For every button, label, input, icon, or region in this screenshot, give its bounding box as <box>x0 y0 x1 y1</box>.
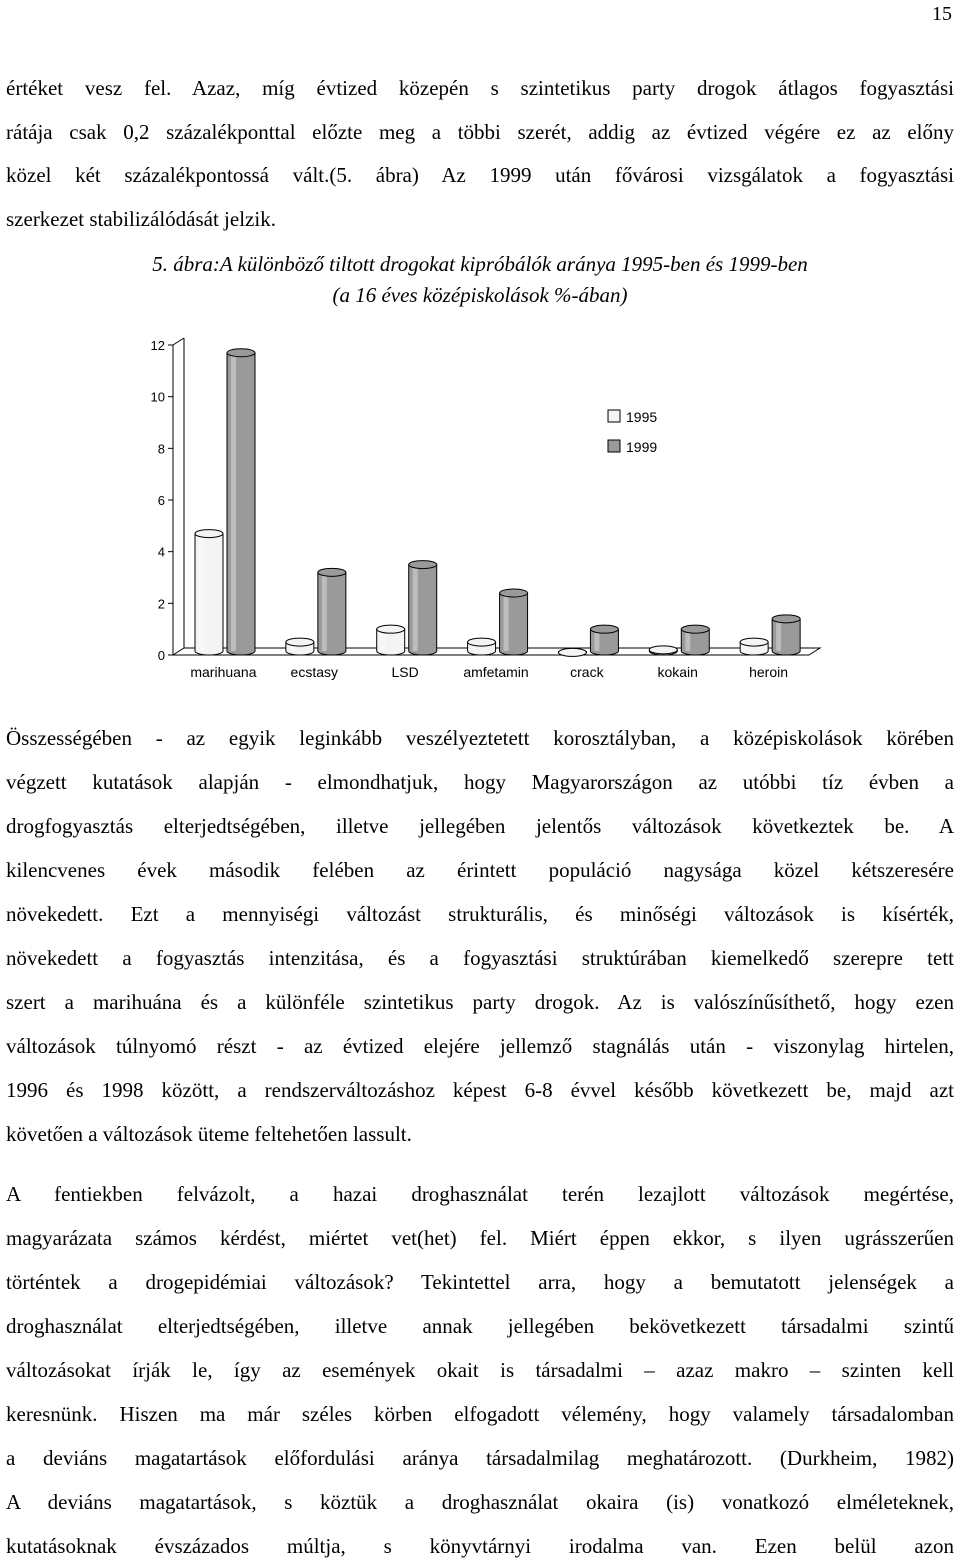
bar-1995 <box>377 625 405 655</box>
y-tick-label: 12 <box>150 338 165 353</box>
x-tick-label: LSD <box>391 664 419 680</box>
text-line: A fentiekben felvázolt, a hazai droghasználat terén lezajlott változások megértése, <box>6 1182 954 1206</box>
y-tick-label: 4 <box>157 544 165 560</box>
text-line: keresnünk. Hiszen ma már széles körben elfogadott vélemény, hogy valamely társadalomban <box>6 1402 954 1426</box>
bar-1999 <box>409 561 437 655</box>
text-line: szert a marihuána és a különféle szintetikus party drogok. Az is valószínűsíthető, hogy ezen <box>6 990 954 1014</box>
bar-1999 <box>318 568 346 655</box>
text-line: szerkezet stabilizálódását jelzik. <box>6 206 276 231</box>
bar-1999 <box>227 349 255 655</box>
text-line: Összességében - az egyik leginkább veszélyeztetett korosztályban, a középiskolások körében <box>6 726 954 750</box>
paragraph-3 <box>6 1172 954 1568</box>
text-line: végzett kutatások alapján - elmondhatjuk, hogy Magyarországon az utóbbi tíz évben a <box>6 770 954 794</box>
x-tick-label: ecstasy <box>290 664 339 680</box>
bar-1999 <box>681 625 709 655</box>
y-tick-label: 6 <box>157 493 165 508</box>
x-tick-label: crack <box>570 664 604 680</box>
y-tick-label: 0 <box>157 648 165 663</box>
y-tick-label: 8 <box>157 441 165 457</box>
bar-1995 <box>195 530 223 655</box>
text-line: a deviáns magatartások előfordulási aránya társadalmilag meghatározott. (Durkheim, 1982) <box>6 1446 954 1470</box>
bar-1995 <box>649 646 677 655</box>
chart-top-edge <box>173 338 184 345</box>
text-line: követően a változások üteme feltehetően lassult. <box>6 1122 412 1146</box>
text-line: A deviáns magatartások, s köztük a droghasználat okaira (is) vonatkozó elméleteknek, <box>6 1490 954 1514</box>
text-line: értéket vesz fel. Azaz, míg évtized közepén s szintetikus party drogok átlagos fogyasztási <box>6 76 954 100</box>
bar-1995 <box>286 638 314 655</box>
bar-1995 <box>558 648 586 656</box>
figure-subcaption: (a 16 éves középiskolások %-ában) <box>332 283 628 307</box>
text-line: 1996 és 1998 között, a rendszerváltozáshoz képest 6-8 évvel később következett be, majd azt <box>6 1078 954 1102</box>
text-line: kilencvenes évek második felében az érintett populáció nagysága közel kétszeresére <box>6 858 954 882</box>
paragraph-2 <box>6 716 954 1156</box>
figure-caption: 5. ábra:A különböző tiltott drogokat kipróbálók aránya 1995-ben és 1999-ben <box>152 252 808 276</box>
text-line: változásokat írják le, így az események okait is társadalmi – azaz makro – szinten kell <box>6 1358 954 1382</box>
bar-1999 <box>500 589 528 655</box>
x-tick-label: kokain <box>657 664 698 680</box>
text-line: drogfogyasztás elterjedtségében, illetve jellegében jelentős változások következtek be. A <box>6 814 954 838</box>
legend-label-1999: 1999 <box>626 439 658 455</box>
y-tick-label: 10 <box>150 389 165 405</box>
x-tick-label: marihuana <box>190 664 257 680</box>
bar-1999 <box>772 615 800 655</box>
legend-swatch-1995 <box>608 410 620 422</box>
text-line: rátája csak 0,2 százalékponttal előzte meg a többi szerét, addig az évtized végére ez az előny <box>6 119 954 144</box>
bar-1995 <box>468 638 496 655</box>
text-line: magyarázata számos kérdést, miértet vet(het) fel. Miért éppen ekkor, s ilyen ugrásszerűen <box>6 1226 954 1250</box>
y-tick-label: 2 <box>157 596 165 612</box>
text-line: közel két százalékpontossá vált.(5. ábra) Az 1999 után fővárosi vizsgálatok a fogyasztási <box>6 163 954 187</box>
bar-chart <box>130 330 830 700</box>
text-line: növekedett a fogyasztás intenzitása, és a fogyasztási struktúrában kiemelkedő szerepre tett <box>6 946 954 970</box>
legend-label-1995: 1995 <box>626 409 658 425</box>
text-line: droghasználat elterjedtségében, illetve annak jellegében bekövetkezett társadalmi szintű <box>6 1314 954 1338</box>
chart-floor <box>173 648 820 655</box>
page-number: 15 <box>932 3 952 25</box>
bar-1999 <box>590 625 618 655</box>
bar-1995 <box>740 638 768 655</box>
text-line: kutatásoknak évszázados múltja, s könyvtárnyi irodalma van. Ezen belül azon <box>6 1534 954 1558</box>
text-line: történtek a drogepidémiai változások? Tekintettel arra, hogy a bemutatott jelenségek a <box>6 1270 954 1294</box>
x-tick-label: heroin <box>749 664 789 680</box>
text-line: változások túlnyomó részt - az évtized elejére jellemző stagnálás után - viszonylag hirtelen, <box>6 1034 954 1058</box>
text-line: növekedett. Ezt a mennyiségi változást strukturális, és minőségi változások is kísérték, <box>6 902 954 926</box>
legend-swatch-1999 <box>608 440 620 452</box>
paragraph-1 <box>6 67 954 241</box>
x-tick-label: amfetamin <box>463 664 529 680</box>
